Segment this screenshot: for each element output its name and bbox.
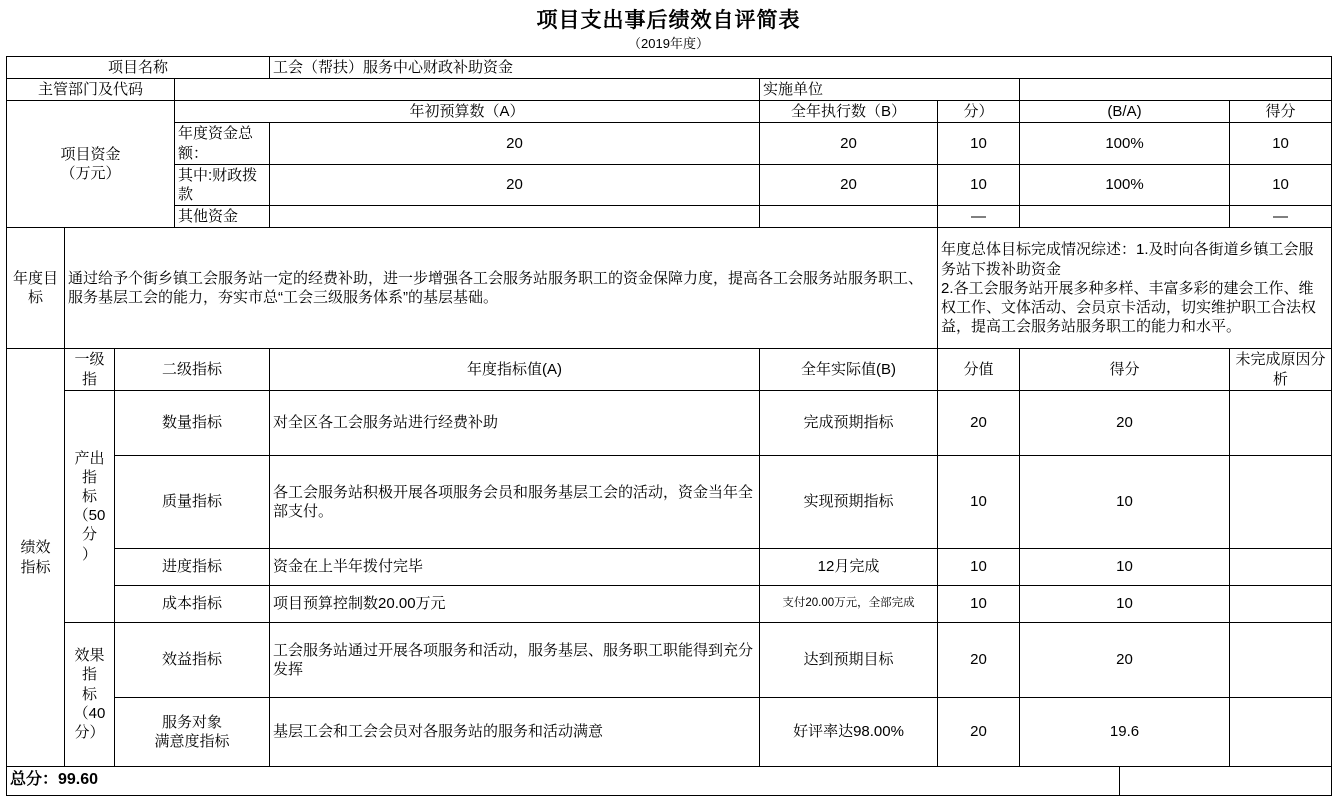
table-row-funds-fiscal (7, 164, 1332, 205)
table-row-department (7, 79, 1332, 101)
perf-row-1-reason (1230, 455, 1332, 548)
perf-row-3-actual: 支付20.00万元，全部完成 (760, 585, 938, 622)
annual-goal-summary (938, 228, 1332, 349)
funds-row-1-score: 10 (1230, 164, 1332, 205)
perf-group-output-line1: 产出指 (74, 449, 105, 486)
performance-self-evaluation-table (6, 56, 1332, 796)
perf-group-output-line4: ） (81, 545, 97, 563)
funds-row-0-weight: 10 (938, 123, 1020, 164)
perf-row-5-level2 (115, 697, 270, 766)
perf-row-1-weight: 10 (938, 455, 1020, 548)
perf-row-5-level2-line1: 服务对象 (162, 713, 223, 731)
annual-goal-label-line2: 标 (27, 289, 43, 307)
table-row-perf-0 (7, 390, 1332, 455)
perf-side-label-line1: 绩效 (20, 539, 51, 557)
perf-row-0-level2: 数量指标 (115, 390, 270, 455)
funds-col-budget: 年初预算数（A） (175, 101, 760, 123)
perf-row-5-level2-line2: 满意度指标 (154, 732, 230, 750)
summary-line-5: 益，提高工会服务站服务职工的能力和水平。 (941, 318, 1242, 336)
funds-row-0-ratio: 100% (1020, 123, 1230, 164)
perf-row-0-target: 对全区各工会服务站进行经费补助 (270, 390, 760, 455)
table-row-perf-5 (7, 697, 1332, 766)
funds-row-2-weight: — (938, 206, 1020, 228)
funds-col-ratio: (B/A) (1020, 101, 1230, 123)
perf-row-3-reason (1230, 585, 1332, 622)
perf-row-1-target: 各工会服务站积极开展各项服务会员和服务基层工会的活动，资金当年全部支付。 (270, 455, 760, 548)
funds-row-2-score: — (1230, 206, 1332, 228)
funds-row-1-exec: 20 (760, 164, 938, 205)
funds-row-0-score: 10 (1230, 123, 1332, 164)
table-row-total (7, 766, 1332, 795)
perf-row-2-weight: 10 (938, 548, 1020, 585)
summary-line-3: 2.各工会服务站开展多种多样、丰富多彩的建会工作、维 (941, 279, 1314, 297)
perf-row-1-score: 10 (1020, 455, 1230, 548)
annual-goal-label-line1: 年度目 (12, 270, 58, 288)
annual-goal-text: 通过给予个街乡镇工会服务站一定的经费补助，进一步增强各工会服务站服务职工的资金保障力度，提高各工会服务站服务职工、服务基层工会的能力，夯实市总“工会三级服务体系”的基层基础。 (65, 228, 938, 349)
perf-col-actual: 全年实际值(B) (760, 349, 938, 390)
summary-line-2: 务站下拨补助资金 (941, 260, 1062, 278)
perf-row-5-target: 基层工会和工会会员对各服务站的服务和活动满意 (270, 697, 760, 766)
table-row-funds-other (7, 206, 1332, 228)
page-subtitle: （2019年度） (628, 36, 709, 52)
perf-row-2-actual: 12月完成 (760, 548, 938, 585)
perf-row-4-reason (1230, 622, 1332, 697)
perf-col-target: 年度指标值(A) (270, 349, 760, 390)
annual-goal-label (7, 228, 65, 349)
perf-row-2-reason (1230, 548, 1332, 585)
perf-row-0-reason (1230, 390, 1332, 455)
table-row-perf-4 (7, 622, 1332, 697)
perf-col-weight: 分值 (938, 349, 1020, 390)
perf-row-4-score: 20 (1020, 622, 1230, 697)
perf-row-0-actual: 完成预期指标 (760, 390, 938, 455)
funds-row-label-line1: 项目资金 (60, 146, 121, 164)
perf-row-4-target: 工会服务站通过开展各项服务和活动，服务基层、服务职工职能得到充分发挥 (270, 622, 760, 697)
table-row-perf-header (7, 349, 1332, 390)
perf-row-3-level2: 成本指标 (115, 585, 270, 622)
perf-row-4-actual: 达到预期目标 (760, 622, 938, 697)
table-row-perf-3 (7, 585, 1332, 622)
department-value (175, 79, 760, 101)
perf-row-3-score: 10 (1020, 585, 1230, 622)
table-row-funds-header (7, 101, 1332, 123)
perf-group-output-line2: 标 (81, 488, 97, 506)
funds-col-weight: 分） (938, 101, 1020, 123)
perf-side-label (7, 349, 65, 766)
table-row-project-name (7, 56, 1332, 78)
funds-row-2-name: 其他资金 (175, 206, 270, 228)
funds-row-0-budget: 20 (270, 123, 760, 164)
funds-row-2-exec (760, 206, 938, 228)
funds-row-label (7, 101, 175, 228)
perf-row-2-level2: 进度指标 (115, 548, 270, 585)
page-title: 项目支出事后绩效自评简表 (536, 9, 801, 32)
funds-row-1-ratio: 100% (1020, 164, 1230, 205)
perf-row-2-target: 资金在上半年拨付完毕 (270, 548, 760, 585)
funds-row-label-line2: （万元） (60, 165, 121, 183)
perf-row-3-target: 项目预算控制数20.00万元 (270, 585, 760, 622)
perf-row-1-actual: 实现预期指标 (760, 455, 938, 548)
funds-row-1-weight: 10 (938, 164, 1020, 205)
perf-row-4-weight: 20 (938, 622, 1020, 697)
implementing-unit-value (1020, 79, 1332, 101)
perf-row-5-actual: 好评率达98.00% (760, 697, 938, 766)
perf-group-effect-line3: 分） (74, 724, 105, 741)
funds-col-score: 得分 (1230, 101, 1332, 123)
funds-row-0-exec: 20 (760, 123, 938, 164)
perf-row-1-level2: 质量指标 (115, 455, 270, 548)
table-row-annual-goal (7, 228, 1332, 349)
perf-row-5-reason (1230, 697, 1332, 766)
project-name-value: 工会（帮扶）服务中心财政补助资金 (270, 56, 1332, 78)
perf-col-level2: 二级指标 (115, 349, 270, 390)
perf-col-score: 得分 (1020, 349, 1230, 390)
funds-row-2-ratio (1020, 206, 1230, 228)
perf-row-5-score: 19.6 (1020, 697, 1230, 766)
project-name-label: 项目名称 (7, 56, 270, 78)
perf-row-0-score: 20 (1020, 390, 1230, 455)
perf-row-2-score: 10 (1020, 548, 1230, 585)
perf-row-5-weight: 20 (938, 697, 1020, 766)
total-score-value (1120, 766, 1332, 795)
perf-row-0-weight: 20 (938, 390, 1020, 455)
funds-row-1-budget: 20 (270, 164, 760, 205)
perf-group-output (65, 390, 115, 622)
funds-row-0-name: 年度资金总额： (175, 123, 270, 164)
perf-row-3-weight: 10 (938, 585, 1020, 622)
table-row-funds-total (7, 123, 1332, 164)
table-row-perf-1 (7, 455, 1332, 548)
perf-side-label-line2: 指标 (20, 558, 51, 576)
funds-row-1-name: 其中:财政拨款 (175, 164, 270, 205)
perf-group-effect-line2: 标（40 (73, 685, 106, 722)
perf-group-effect (65, 622, 115, 766)
perf-group-effect-line1: 效果指 (74, 647, 105, 684)
department-label: 主管部门及代码 (7, 79, 175, 101)
perf-col-level1: 一级指 (65, 349, 115, 390)
funds-col-exec: 全年执行数（B） (760, 101, 938, 123)
implementing-unit-label: 实施单位 (760, 79, 1020, 101)
funds-row-2-budget (270, 206, 760, 228)
table-row-perf-2 (7, 548, 1332, 585)
summary-line-4: 权工作、文体活动、会员京卡活动，切实维护职工合法权 (941, 298, 1317, 316)
total-score-label: 总分：99.60 (7, 766, 1120, 795)
summary-line-1: 年度总体目标完成情况综述：1.及时向各街道乡镇工会服 (941, 241, 1314, 259)
perf-row-4-level2: 效益指标 (115, 622, 270, 697)
perf-col-reason: 未完成原因分析 (1230, 349, 1332, 390)
perf-group-output-line3: （50分 (73, 507, 106, 544)
